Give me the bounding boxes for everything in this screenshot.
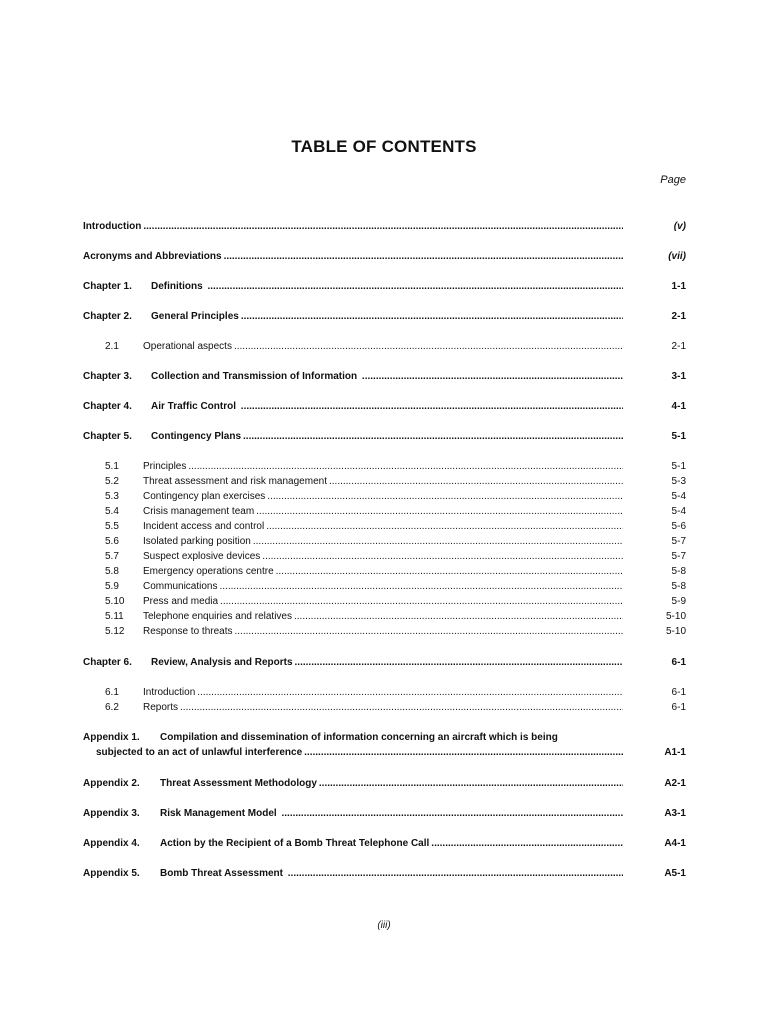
entry-title: Introduction <box>83 221 142 232</box>
entry-label: Chapter 3. <box>83 371 132 382</box>
entry-page: 5-8 <box>671 581 686 592</box>
entry-title: Compilation and dissemination of information concerning an aircraft which is being <box>160 732 558 743</box>
entry-title: Collection and Transmission of Information <box>151 371 358 382</box>
toc-entry-chapter-1[interactable] <box>83 279 686 294</box>
entry-number: 5.6 <box>105 536 119 547</box>
entry-page: 5-10 <box>665 611 686 622</box>
entry-page: 5-4 <box>671 506 686 517</box>
entry-page: 5-1 <box>671 461 686 472</box>
entry-label: Appendix 3. <box>83 808 140 819</box>
entry-number: 6.1 <box>105 687 119 698</box>
entry-title: Acronyms and Abbreviations <box>83 251 222 262</box>
toc-entry-appendix-3[interactable] <box>83 806 686 821</box>
entry-title: Air Traffic Control <box>151 401 237 412</box>
toc-entry-introduction[interactable] <box>83 219 686 234</box>
entry-number: 5.3 <box>105 491 119 502</box>
entry-number: 5.9 <box>105 581 119 592</box>
entry-page: 6-1 <box>671 702 686 713</box>
entry-number: 5.2 <box>105 476 119 487</box>
entry-page: A5-1 <box>664 868 686 879</box>
entry-page: 5-3 <box>671 476 686 487</box>
toc-entry-chapter-3[interactable] <box>83 369 686 384</box>
entry-title: Bomb Threat Assessment <box>160 868 283 879</box>
toc-entry-5-1[interactable] <box>83 459 686 474</box>
entry-title: Action by the Recipient of a Bomb Threat Telephone Call <box>160 838 430 849</box>
toc-entry-appendix-4[interactable] <box>83 836 686 851</box>
toc-entry-5-9[interactable] <box>83 579 686 594</box>
entry-page: (v) <box>673 221 686 232</box>
entry-title: Crisis management team <box>143 506 255 517</box>
toc-entry-appendix-2[interactable] <box>83 776 686 791</box>
entry-title: Introduction <box>143 687 196 698</box>
toc-entry-5-2[interactable] <box>83 474 686 489</box>
toc-entry-5-8[interactable] <box>83 564 686 579</box>
entry-title: Threat Assessment Methodology <box>160 778 317 789</box>
toc-entry-5-6[interactable] <box>83 534 686 549</box>
entry-title: Incident access and control <box>143 521 265 532</box>
entry-title: Definitions <box>151 281 203 292</box>
entry-label: Appendix 4. <box>83 838 140 849</box>
entry-label: Chapter 2. <box>83 311 132 322</box>
toc-entry-6-1[interactable] <box>83 685 686 700</box>
entry-title: Telephone enquiries and relatives <box>143 611 292 622</box>
page-number-footer: (iii) <box>377 920 391 931</box>
entry-title: Principles <box>143 461 187 472</box>
entry-page: 5-8 <box>671 566 686 577</box>
entry-title: Contingency plan exercises <box>143 491 266 502</box>
entry-page: 6-1 <box>671 687 686 698</box>
entry-label: Appendix 2. <box>83 778 140 789</box>
entry-number: 5.8 <box>105 566 119 577</box>
entry-label: Chapter 1. <box>83 281 132 292</box>
entry-number: 6.2 <box>105 702 119 713</box>
entry-title: Isolated parking position <box>143 536 251 547</box>
page-column-heading: Page <box>660 174 686 186</box>
entry-page: 5-7 <box>671 536 686 547</box>
toc-entry-6-2[interactable] <box>83 700 686 715</box>
entry-title: Emergency operations centre <box>143 566 274 577</box>
toc-entry-appendix-1-line2[interactable] <box>83 745 686 760</box>
toc-entry-chapter-2[interactable] <box>83 309 686 324</box>
entry-title: Operational aspects <box>143 341 232 352</box>
toc-entry-appendix-5[interactable] <box>83 866 686 881</box>
entry-label: Chapter 5. <box>83 431 132 442</box>
entry-title: General Principles <box>151 311 239 322</box>
entry-number: 5.1 <box>105 461 119 472</box>
entry-page: 2-1 <box>671 311 686 322</box>
entry-title: Threat assessment and risk management <box>143 476 327 487</box>
entry-page: A3-1 <box>664 808 686 819</box>
entry-title-continued: subjected to an act of unlawful interference <box>96 747 303 758</box>
entry-number: 5.10 <box>105 596 125 607</box>
toc-entry-chapter-5[interactable] <box>83 429 686 444</box>
entry-title: Communications <box>143 581 218 592</box>
entry-page: A4-1 <box>664 838 686 849</box>
entry-title: Review, Analysis and Reports <box>151 657 293 668</box>
entry-number: 2.1 <box>105 341 119 352</box>
entry-number: 5.12 <box>105 626 125 637</box>
toc-entry-chapter-6[interactable] <box>83 655 686 670</box>
entry-page: 5-4 <box>671 491 686 502</box>
entry-title: Press and media <box>143 596 219 607</box>
entry-title: Suspect explosive devices <box>143 551 261 562</box>
toc-entry-appendix-1-line1[interactable] <box>83 730 686 745</box>
entry-page: A2-1 <box>664 778 686 789</box>
entry-label: Appendix 1. <box>83 732 140 743</box>
entry-title: Contingency Plans <box>151 431 242 442</box>
entry-page: 5-9 <box>671 596 686 607</box>
entry-page: A1-1 <box>664 747 686 758</box>
entry-label: Chapter 4. <box>83 401 132 412</box>
entry-page: 5-10 <box>665 626 686 637</box>
toc-entry-5-11[interactable] <box>83 609 686 624</box>
entry-page: 2-1 <box>671 341 686 352</box>
entry-number: 5.7 <box>105 551 119 562</box>
entry-label: Chapter 6. <box>83 657 132 668</box>
toc-entry-2-1[interactable] <box>83 339 686 354</box>
entry-page: 1-1 <box>671 281 686 292</box>
toc-entry-chapter-4[interactable] <box>83 399 686 414</box>
entry-page: 3-1 <box>671 371 686 382</box>
entry-number: 5.4 <box>105 506 119 517</box>
entry-page: 5-7 <box>671 551 686 562</box>
entry-page: 5-6 <box>671 521 686 532</box>
toc-entry-acronyms[interactable] <box>83 249 686 264</box>
page-title: TABLE OF CONTENTS <box>291 137 477 156</box>
toc-entry-5-5[interactable] <box>83 519 686 534</box>
entry-number: 5.5 <box>105 521 119 532</box>
entry-page: 4-1 <box>671 401 686 412</box>
entry-title: Response to threats <box>143 626 233 637</box>
entry-title: Reports <box>143 702 179 713</box>
entry-label: Appendix 5. <box>83 868 140 879</box>
toc-entry-5-4[interactable] <box>83 504 686 519</box>
entry-page: 5-1 <box>671 431 686 442</box>
entry-number: 5.11 <box>105 611 124 622</box>
toc-entry-5-10[interactable] <box>83 594 686 609</box>
toc-entry-5-3[interactable] <box>83 489 686 504</box>
toc-entry-5-7[interactable] <box>83 549 686 564</box>
toc-entry-5-12[interactable] <box>83 624 686 639</box>
entry-page: (vii) <box>668 251 686 262</box>
entry-page: 6-1 <box>671 657 686 668</box>
entry-title: Risk Management Model <box>160 808 277 819</box>
